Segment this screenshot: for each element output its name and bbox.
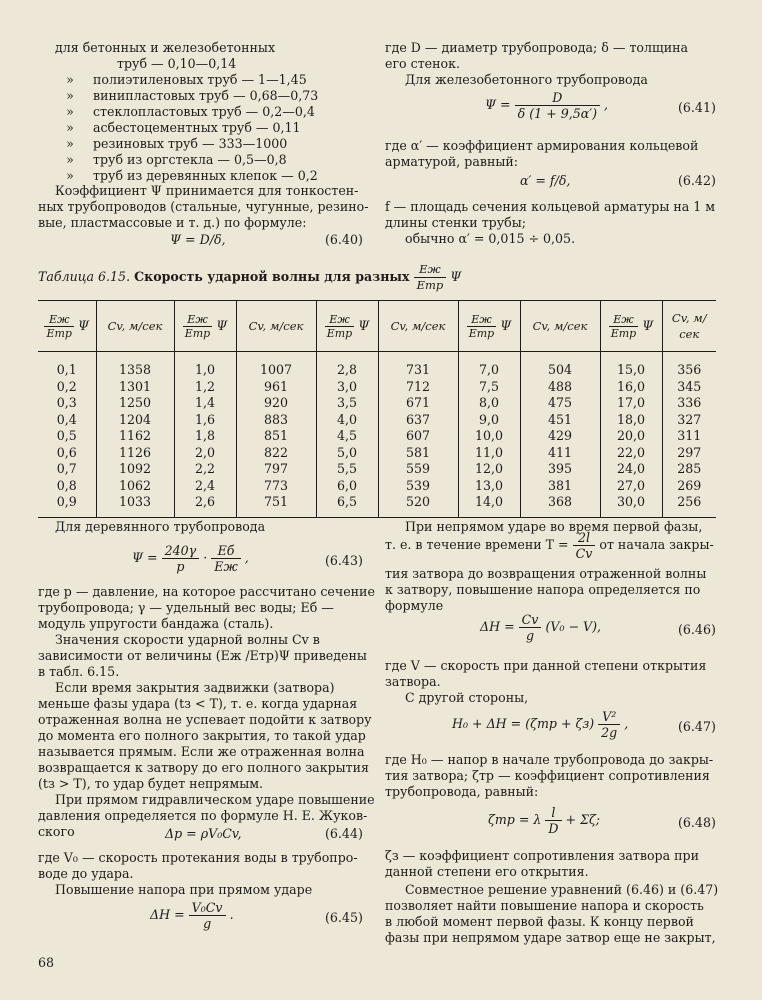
paragraph-line: При непрямом ударе во время первой фазы, [405,519,703,534]
table-cell: 9,0 [458,412,520,429]
paragraph-line: Повышение напора при прямом ударе [55,882,313,897]
table-cell: 4,5 [316,428,378,445]
paragraph-line: Если время закрытия задвижки (затвора) [55,680,335,695]
paragraph-line: f — площадь сечения кольцевой арматуры на 1 м [385,199,716,214]
paragraph-line: При прямом гидравлическом ударе повышение [55,792,375,807]
table-cell: 504 [520,352,600,379]
table-cell: 1,6 [174,412,236,429]
paragraph-line: Для железобетонного трубопровода [405,72,648,87]
table-cell: 4,0 [316,412,378,429]
table-cell: 1,2 [174,379,236,396]
table-cell: 10,0 [458,428,520,445]
equation-number: (6.46) [678,622,716,637]
table-cell: 12,0 [458,461,520,478]
table-cell: 581 [378,445,458,462]
header-cv: Cv, м/сек [96,301,174,352]
table-cell: 2,8 [316,352,378,379]
table-cell: 2,2 [174,461,236,478]
table-cell: 0,8 [56,477,77,493]
paragraph-line: Совместное решение уравнений (6.46) и (6.47) [405,882,719,897]
table-cell: 1,8 [174,428,236,445]
table-cell: 0,4 [56,411,77,427]
table-cell: 851 [236,428,316,445]
header-ratio: $\frac{Eж}{\text{Eтр}}$ Ψ [600,301,662,352]
table-cell: 368 [520,494,600,517]
table-row [38,478,716,495]
paragraph-line: где V₀ — скорость протекания воды в трубопро- [38,850,358,865]
wave-speed-table [38,300,716,518]
list-item: » винипластовых труб — 0,68—0,73 [66,88,319,103]
table-cell: 1033 [96,494,174,517]
paragraph-line: Коэффициент Ψ принимается для тонкостен- [55,183,359,198]
table-row [38,494,716,517]
table-header-row [38,301,716,352]
paragraph-line: тия затвора; ζтр — коэффициент сопротивления [385,768,710,783]
paragraph-line: в табл. 6.15. [38,664,120,679]
table-cell: 0,6 [56,444,77,460]
table-row [38,412,716,429]
list-item: » асбестоцементных труб — 0,11 [66,120,301,135]
table-cell: 13,0 [458,478,520,495]
paragraph-line: до момента его полного закрытия, то такой удар [38,728,366,743]
paragraph-line: затвора. [385,674,441,689]
equation-6-42: α′ = f/δ, [520,173,571,188]
table-cell: 1358 [96,352,174,379]
table-cell: 1250 [96,395,174,412]
paragraph-line: С другой стороны, [405,690,529,705]
table-cell: 3,0 [316,379,378,396]
equation-number: (6.40) [325,232,363,247]
header-cv: Cv, м/сек [378,301,458,352]
table-cell: 0,7 [56,461,77,476]
table-cell: 451 [520,412,600,429]
equation-number: (6.42) [678,173,716,188]
header-ratio: $\frac{Eж}{\text{Eтр}}$ Ψ [458,301,520,352]
table-cell: 637 [378,412,458,429]
table-cell: 17,0 [600,395,662,412]
list-item: » стеклопластовых труб — 0,2—0,4 [66,104,315,119]
table-cell: 1007 [236,352,316,379]
paragraph-line: обычно α′ = 0,015 ÷ 0,05. [405,231,576,246]
table-cell: 731 [378,352,458,379]
paragraph-line: в любой момент первой фазы. К концу первой [385,914,694,929]
paragraph-line: где H₀ — напор в начале трубопровода до закры- [385,752,714,767]
paragraph-line: давления определяется по формуле Н. Е. Жуков- [38,808,368,823]
table-cell: 751 [236,494,316,517]
table-cell: 395 [520,461,600,478]
equation-number: (6.44) [325,826,363,841]
table-cell: 27,0 [600,478,662,495]
paragraph-line: фазы при непрямом ударе затвор еще не закрыт, [385,930,716,945]
table-cell: 1,4 [174,395,236,412]
paragraph-line: данной степени его открытия. [385,864,589,879]
table-cell: 8,0 [458,395,520,412]
table-cell: 18,0 [600,412,662,429]
table-cell: 297 [662,445,716,462]
table-cell: 1204 [96,412,174,429]
header-cv: Cv, м/сек [236,301,316,352]
table-cell: 7,0 [458,352,520,379]
header-cv: Cv, м/сек [662,301,716,352]
paragraph-line: называется прямым. Если же отраженная волна [38,744,365,759]
table-cell: 6,5 [316,494,378,517]
paragraph-line: арматурой, равный: [385,154,519,169]
table-cell: 411 [520,445,600,462]
list-item: » полиэтиленовых труб — 1—1,45 [66,72,307,87]
table-cell: 2,6 [174,494,236,517]
paragraph-line: меньше фазы удара (tз < T), т. е. когда ударная [38,696,358,711]
table-cell: 773 [236,478,316,495]
table-cell: 5,5 [316,461,378,478]
table-cell: 1301 [96,379,174,396]
table-cell: 883 [236,412,316,429]
paragraph-line: его стенок. [385,56,460,71]
equation-6-40: Ψ = D/δ, [170,232,226,247]
page-number: 68 [38,955,55,970]
paragraph-line: где p — давление, на которое рассчитано сечение [38,584,375,599]
table-cell: 2,4 [174,478,236,495]
paragraph-line: позволяет найти повышение напора и скорость [385,898,704,913]
equation-6-48: ζтр = λ $\frac{l}{D}$ + Σζ; [488,805,601,836]
table-cell: 559 [378,461,458,478]
table-cell: 488 [520,379,600,396]
paragraph-line: зависимости от величины (Eж /Eтр)Ψ приведены [38,648,367,663]
paragraph-line: Значения скорости ударной волны Cv в [55,632,320,647]
table-row [38,379,716,396]
paragraph-line: ζз — коэффициент сопротивления затвора при [385,848,699,863]
table-cell: 24,0 [600,461,662,478]
table-cell: 22,0 [600,445,662,462]
paragraph-line: ных трубопроводов (стальные, чугунные, резино- [38,199,369,214]
header-cv: Cv, м/сек [520,301,600,352]
equation-number: (6.41) [678,100,716,115]
table-cell: 311 [662,428,716,445]
paragraph-line: (tз > T), то удар будет непрямым. [38,776,264,791]
table-cell: 1062 [96,478,174,495]
equation-6-45: ΔH = $\frac{\text{V₀Cv}}{g}$ . [150,900,234,931]
table-cell: 356 [662,352,716,379]
table-cell: 336 [662,395,716,412]
paragraph-line: формуле [385,598,444,613]
table-cell: 15,0 [600,352,662,379]
equation-number: (6.48) [678,815,716,830]
table-cell: 381 [520,478,600,495]
table-cell: 475 [520,395,600,412]
equation-6-41: Ψ = $\frac{D}{\delta (1 + 9,5\alpha')}$ , [485,90,609,121]
table-caption: Таблица 6.15. Скорость ударной волны для разных $\frac{Eж}{\text{Eтр}}$ Ψ [38,262,462,292]
paragraph-line: модуль упругости бандажа (сталь). [38,616,274,631]
paragraph-line: отраженная волна не успевает подойти к затвору [38,712,372,727]
table-cell: 0,3 [56,395,77,410]
table-cell: 327 [662,412,716,429]
equation-6-46: ΔH = $\frac{Cv}{g}$ (V₀ − V), [480,612,602,643]
table-cell: 0,9 [38,494,96,517]
equation-6-47: H₀ + ΔH = (ζтр + ζз) $\frac{\text{V²}}{2g}$ , [452,709,629,740]
table-cell: 797 [236,461,316,478]
table-cell: 539 [378,478,458,495]
paragraph-line: где V — скорость при данной степени открытия [385,658,707,673]
table-row [38,352,716,379]
paragraph-line: трубопровода; γ — удельный вес воды; Eб — [38,600,334,615]
list-intro: для бетонных и железобетонных [55,40,276,55]
paragraph-line: тия затвора до возвращения отраженной волны [385,566,707,581]
paragraph-line: возвращается к затвору до его полного закрытия [38,760,369,775]
table-cell: 20,0 [600,428,662,445]
table-cell: 2,0 [174,445,236,462]
paragraph-line: вые, пластмассовые и т. д.) по формуле: [38,215,307,230]
header-ratio: $\frac{Eж}{\text{Eтр}}$ Ψ [38,301,96,352]
table-cell: 0,1 [56,362,77,377]
table-cell: 1092 [96,461,174,478]
table-cell: 256 [662,494,716,517]
table-cell: 11,0 [458,445,520,462]
header-ratio: $\frac{Eж}{\text{Eтр}}$ Ψ [316,301,378,352]
table-cell: 269 [662,478,716,495]
table-cell: 920 [236,395,316,412]
table-cell: 285 [662,461,716,478]
table-cell: 0,2 [56,378,77,394]
equation-number: (6.47) [678,719,716,734]
table-cell: 345 [662,379,716,396]
material-list [55,72,375,184]
paragraph-line: Для деревянного трубопровода [55,519,266,534]
equation-6-44: Δp = ρV₀Cv, [165,826,242,841]
paragraph-line: трубопровода, равный: [385,784,539,799]
table-cell: 1162 [96,428,174,445]
table-row [38,445,716,462]
list-intro-cont: труб — 0,10—0,14 [117,56,237,71]
table-row [38,461,716,478]
paragraph-line: где D — диаметр трубопровода; δ — толщина [385,40,689,55]
table-cell: 712 [378,379,458,396]
paragraph-line: к затвору, повышение напора определяется по [385,582,701,597]
paragraph-line: ского [38,824,75,839]
list-item: » труб из деревянных клепок — 0,2 [66,168,318,183]
table-cell: 5,0 [316,445,378,462]
table-cell: 1126 [96,445,174,462]
list-item: » резиновых труб — 333—1000 [66,136,288,151]
equation-6-43: Ψ = $\frac{240\gamma}{p}$ · $\frac{Eб}{Eж}$ , [132,543,249,574]
table-row [38,428,716,445]
table-cell: 1,0 [174,352,236,379]
table-cell: 14,0 [458,494,520,517]
paragraph-line: где α′ — коэффициент армирования кольцевой [385,138,699,153]
table-cell: 6,0 [316,478,378,495]
equation-number: (6.43) [325,553,363,568]
table-cell: 520 [378,494,458,517]
table-cell: 16,0 [600,379,662,396]
table-cell: 3,5 [316,395,378,412]
table-cell: 607 [378,428,458,445]
equation-number: (6.45) [325,910,363,925]
table-cell: 961 [236,379,316,396]
paragraph-line: т. е. в течение времени T = $\frac{2l}{Cv}$ от начала закры- [385,530,714,561]
table-cell: 822 [236,445,316,462]
paragraph-line: воде до удара. [38,866,134,881]
header-ratio: $\frac{Eж}{\text{Eтр}}$ Ψ [174,301,236,352]
table-row [38,395,716,412]
table-cell: 429 [520,428,600,445]
table-cell: 671 [378,395,458,412]
table-cell: 30,0 [600,494,662,517]
table-cell: 7,5 [458,379,520,396]
paragraph-line: длины стенки трубы; [385,215,526,230]
table-cell: 0,5 [56,428,77,443]
list-item: » труб из оргстекла — 0,5—0,8 [66,152,287,167]
